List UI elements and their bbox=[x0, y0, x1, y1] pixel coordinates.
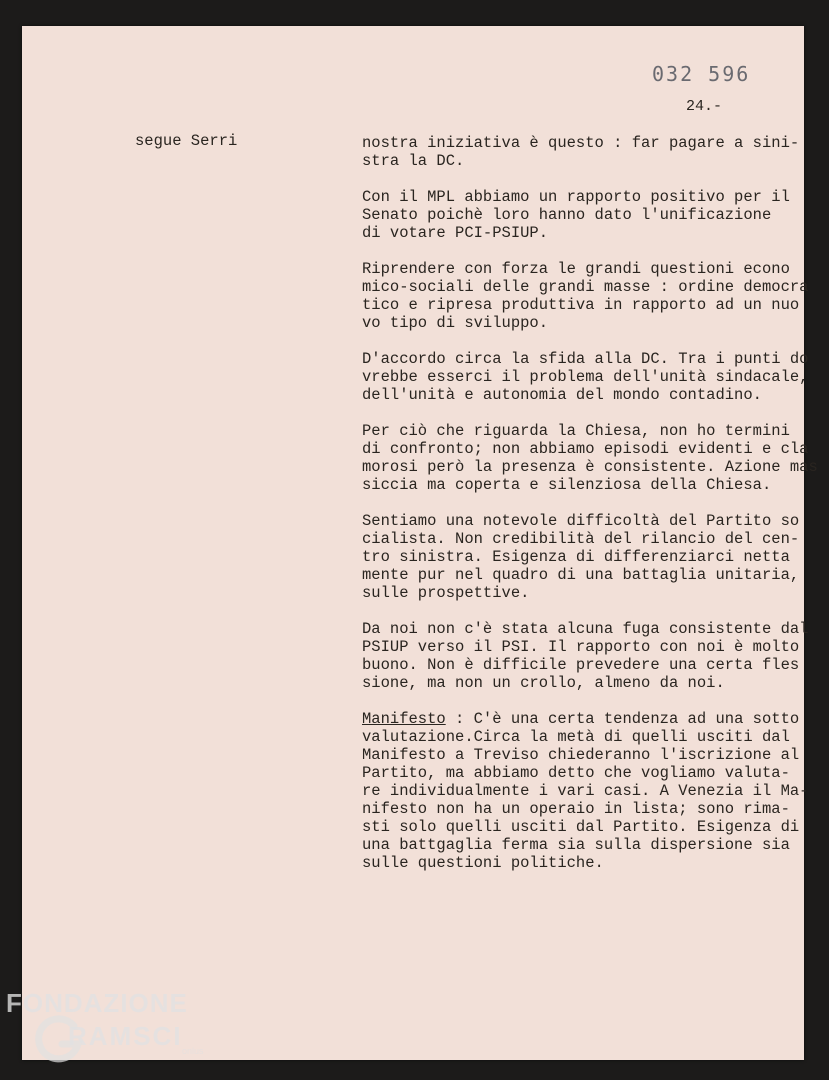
text-line: buono. Non è difficile prevedere una certa fles bbox=[362, 656, 800, 674]
text-line: morosi però la presenza è consistente. Azione mas bbox=[362, 458, 818, 476]
gramsci-g-logo-icon bbox=[34, 1014, 86, 1066]
paragraph bbox=[362, 620, 812, 692]
text-line: sione, ma non un crollo, almeno da noi. bbox=[362, 674, 725, 692]
manifesto-first-line bbox=[362, 710, 812, 728]
text-line: di confronto; non abbiamo episodi evidenti e cla bbox=[362, 440, 809, 458]
text-line: nostra iniziativa è questo : far pagare a sini- bbox=[362, 134, 800, 152]
watermark-line1: FONDAZIONE bbox=[6, 988, 188, 1018]
text-line: Da noi non c'è stata alcuna fuga consistente dal bbox=[362, 620, 809, 638]
page-number: 24.- bbox=[686, 98, 723, 115]
text-line: D'accordo circa la sfida alla DC. Tra i punti do bbox=[362, 350, 809, 368]
text-line: stra la DC. bbox=[362, 152, 465, 170]
text-line: sulle prospettive. bbox=[362, 584, 530, 602]
text-line: vo tipo di sviluppo. bbox=[362, 314, 549, 332]
manifesto-line: valutazione.Circa la metà di quelli usciti dal bbox=[362, 728, 790, 746]
text-line: Sentiamo una notevole difficoltà del Partito so bbox=[362, 512, 800, 530]
text-line: di votare PCI-PSIUP. bbox=[362, 224, 549, 242]
paragraph bbox=[362, 350, 812, 404]
text-line: Per ciò che riguarda la Chiesa, non ho termini bbox=[362, 422, 790, 440]
paragraph bbox=[362, 422, 818, 494]
text-line: Con il MPL abbiamo un rapporto positivo per il bbox=[362, 188, 790, 206]
manifesto-line: Partito, ma abbiamo detto che vogliamo valuta- bbox=[362, 764, 790, 782]
manifesto-line: sti solo quelli usciti dal Partito. Esigenza di bbox=[362, 818, 800, 836]
paragraph-list bbox=[362, 134, 818, 692]
paragraph bbox=[362, 512, 812, 602]
watermark-small: onlus bbox=[182, 1046, 204, 1056]
text-line: siccia ma coperta e silenziosa della Chiesa. bbox=[362, 476, 772, 494]
text-line: mico-sociali delle grandi masse : ordine democra bbox=[362, 278, 809, 296]
paragraph bbox=[362, 188, 812, 242]
paragraph bbox=[362, 260, 812, 332]
manifesto-line: Manifesto a Treviso chiederanno l'iscrizione al bbox=[362, 746, 800, 764]
transcript-body bbox=[362, 134, 818, 890]
text-line: vrebbe esserci il problema dell'unità sindacale, bbox=[362, 368, 809, 386]
watermark-line2: RAMSCI bbox=[68, 1021, 183, 1051]
text-line: dell'unità e autonomia del mondo contadino. bbox=[362, 386, 762, 404]
speaker-label: segue Serri bbox=[135, 132, 238, 150]
manifesto-heading: Manifesto bbox=[362, 710, 446, 728]
manifesto-line: sulle questioni politiche. bbox=[362, 854, 604, 872]
archive-number: 032 596 bbox=[652, 62, 751, 86]
text-line: PSIUP verso il PSI. Il rapporto con noi è molto bbox=[362, 638, 800, 656]
manifesto-line: re individualmente i vari casi. A Venezia il Ma- bbox=[362, 782, 809, 800]
text-line: cialista. Non credibilità del rilancio del cen- bbox=[362, 530, 800, 548]
manifesto-paragraph bbox=[362, 710, 812, 872]
text-line: tico e ripresa produttiva in rapporto ad un nuo bbox=[362, 296, 800, 314]
manifesto-line: : C'è una certa tendenza ad una sotto bbox=[445, 710, 800, 728]
manifesto-line: una battgaglia ferma sia sulla dispersione sia bbox=[362, 836, 790, 854]
text-line: Riprendere con forza le grandi questioni econo bbox=[362, 260, 790, 278]
text-line: Senato poichè loro hanno dato l'unificazione bbox=[362, 206, 772, 224]
manifesto-line: nifesto non ha un operaio in lista; sono rima- bbox=[362, 800, 790, 818]
text-line: tro sinistra. Esigenza di differenziarci netta bbox=[362, 548, 790, 566]
paragraph bbox=[362, 134, 812, 170]
document-page bbox=[22, 26, 818, 1060]
text-line: mente pur nel quadro di una battaglia unitaria, bbox=[362, 566, 800, 584]
